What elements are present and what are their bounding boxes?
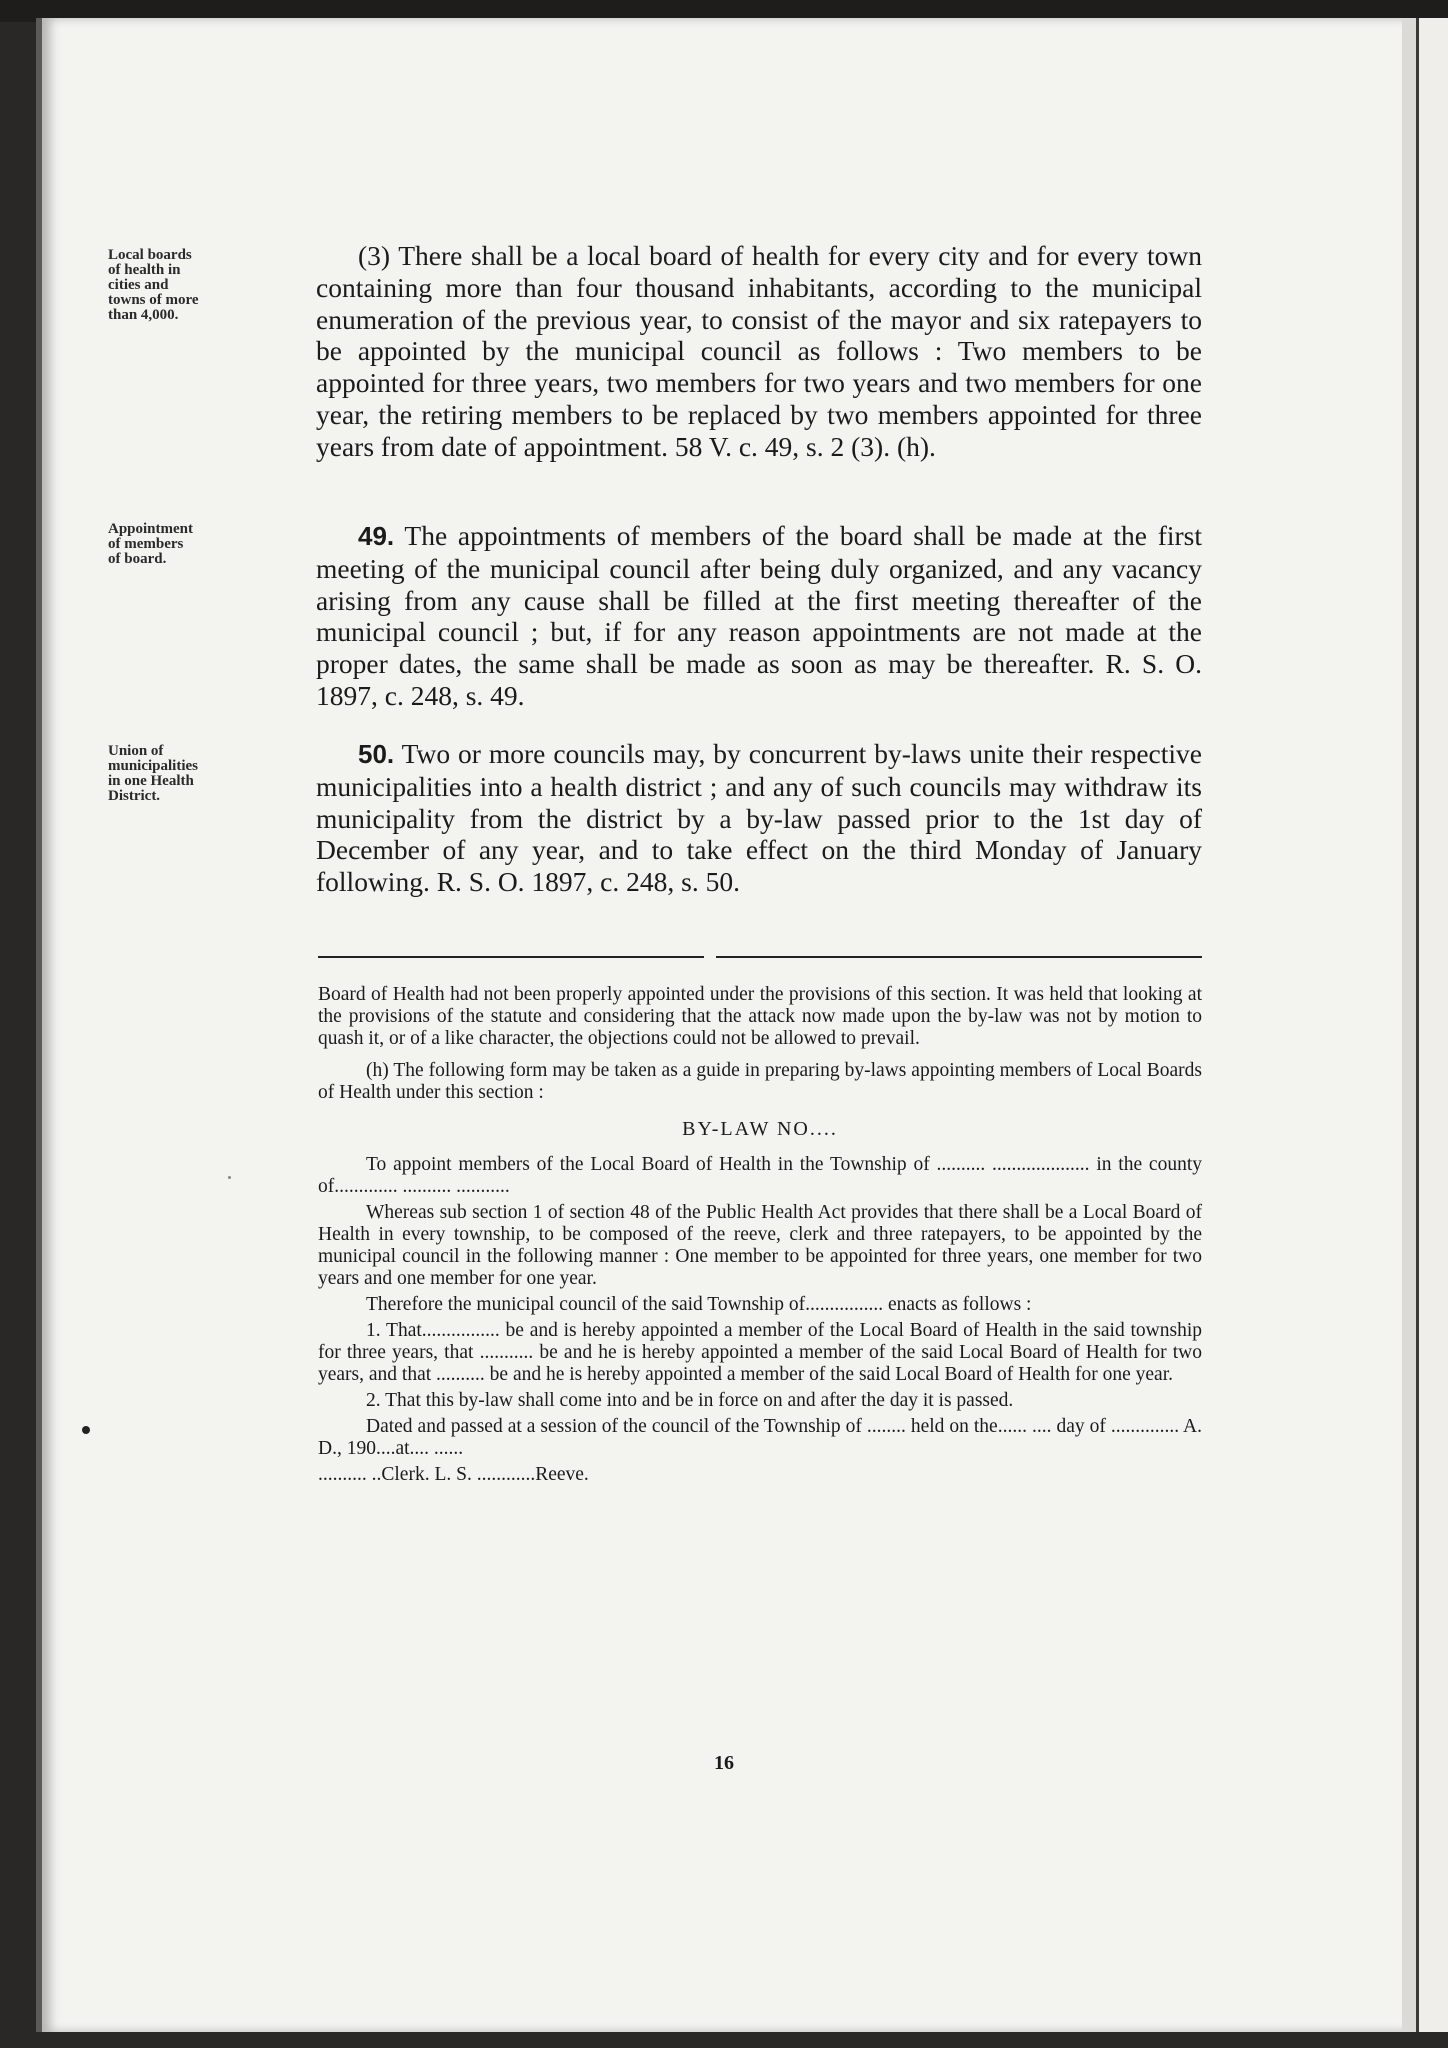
footnote-h-intro: (h) The following form may be taken as a guide in preparing by-laws appointing members of Local Boards of Health under this section : [318, 1060, 1202, 1103]
section-text: There shall be a local board of health for every city and for every town containing more than four thousand inhabitants, according to the municipal enumeration of the previous year, to consist of the mayor and six ratepayers to be appointed by the municipal council as follows : Two members to be appointed for three years, two members for two years and two members for one year, the retiring members to be replaced by two members appointed for three years from date of appointment. 58 V. c. 49, s. 2 (3). (h). [316, 240, 1202, 462]
bylaw-clause-1: 1. That................ be and is hereby appointed a member of the Local Board of Health in the said township for three years, that ........... be and he is hereby appointed a member of the said Local Board of Health for two years, and that .......... be and he is hereby appointed a member of the said Local Board of Health for one year. [318, 1320, 1202, 1385]
footnote [318, 984, 1202, 1490]
section-3 [316, 240, 1202, 463]
margin-note-union: Union of municipalities in one Health District. [108, 743, 199, 804]
page-edge [1402, 18, 1416, 2032]
margin-dot [82, 1426, 90, 1434]
bylaw-clause-2: 2. That this by-law shall come into and be in force on and after the day it is passed. [366, 1390, 1014, 1411]
margin-note-local-boards: Local boards of health in cities and towns of more than 4,000. [108, 247, 199, 323]
margin-note-appointment: Appointment of members of board. [108, 521, 194, 567]
adjacent-page-edge [1416, 18, 1448, 2032]
footnote-rule-right [716, 956, 1202, 958]
bylaw-to-appoint: To appoint members of the Local Board of Health in the Township of .......... .................... in the county of............. .......... ........... [318, 1154, 1202, 1197]
section-49 [316, 520, 1202, 712]
section-text: Two or more councils may, by concurrent by-laws unite their respective municipalities into a health district ; and any of such councils may withdraw its municipality from the district by a by-law passed prior to the 1st day of December of any year, and to take effect on the third Monday of January following. R. S. O. 1897, c. 248, s. 50. [316, 738, 1202, 898]
scan-speck [228, 1176, 231, 1179]
bylaw-dated: Dated and passed at a session of the council of the Township of ........ held on the...... .... day of .............. A. D., 190....at.... ...... [318, 1416, 1202, 1459]
section-number: 49. [358, 521, 395, 551]
bylaw-signatures: .......... ..Clerk. L. S. ............Reeve. [318, 1464, 589, 1485]
section-number: 50. [358, 739, 395, 769]
section-number: (3) [358, 240, 391, 271]
page-number: 16 [714, 1752, 734, 1774]
footnote-rule-left [318, 956, 704, 958]
section-text: The appointments of members of the board shall be made at the first meeting of the municipal council after being duly organized, and any vacancy arising from any cause shall be filled at the first meeting thereafter of the municipal council ; but, if for any reason appointments are not made at the proper dates, the same shall be made as soon as may be thereafter. R. S. O. 1897, c. 248, s. 49. [316, 520, 1202, 711]
bylaw-heading: BY-LAW NO.... [682, 1118, 838, 1140]
bylaw-whereas: Whereas sub section 1 of section 48 of the Public Health Act provides that there shall be a Local Board of Health in every township, to be composed of the reeve, clerk and three ratepayers, to be appointed by the municipal council in the following manner : One member to be appointed for three years, one member for two years and one member for one year. [318, 1202, 1202, 1289]
footnote-continuation: Board of Health had not been properly appointed under the provisions of this section. It was held that looking at the provisions of the statute and considering that the attack now made upon the by-law was not by motion to quash it, or of a like character, the objections could not be allowed to prevail. [318, 984, 1202, 1049]
section-50 [316, 738, 1202, 898]
bylaw-therefore: Therefore the municipal council of the said Township of................ enacts as follows : [366, 1294, 1032, 1315]
